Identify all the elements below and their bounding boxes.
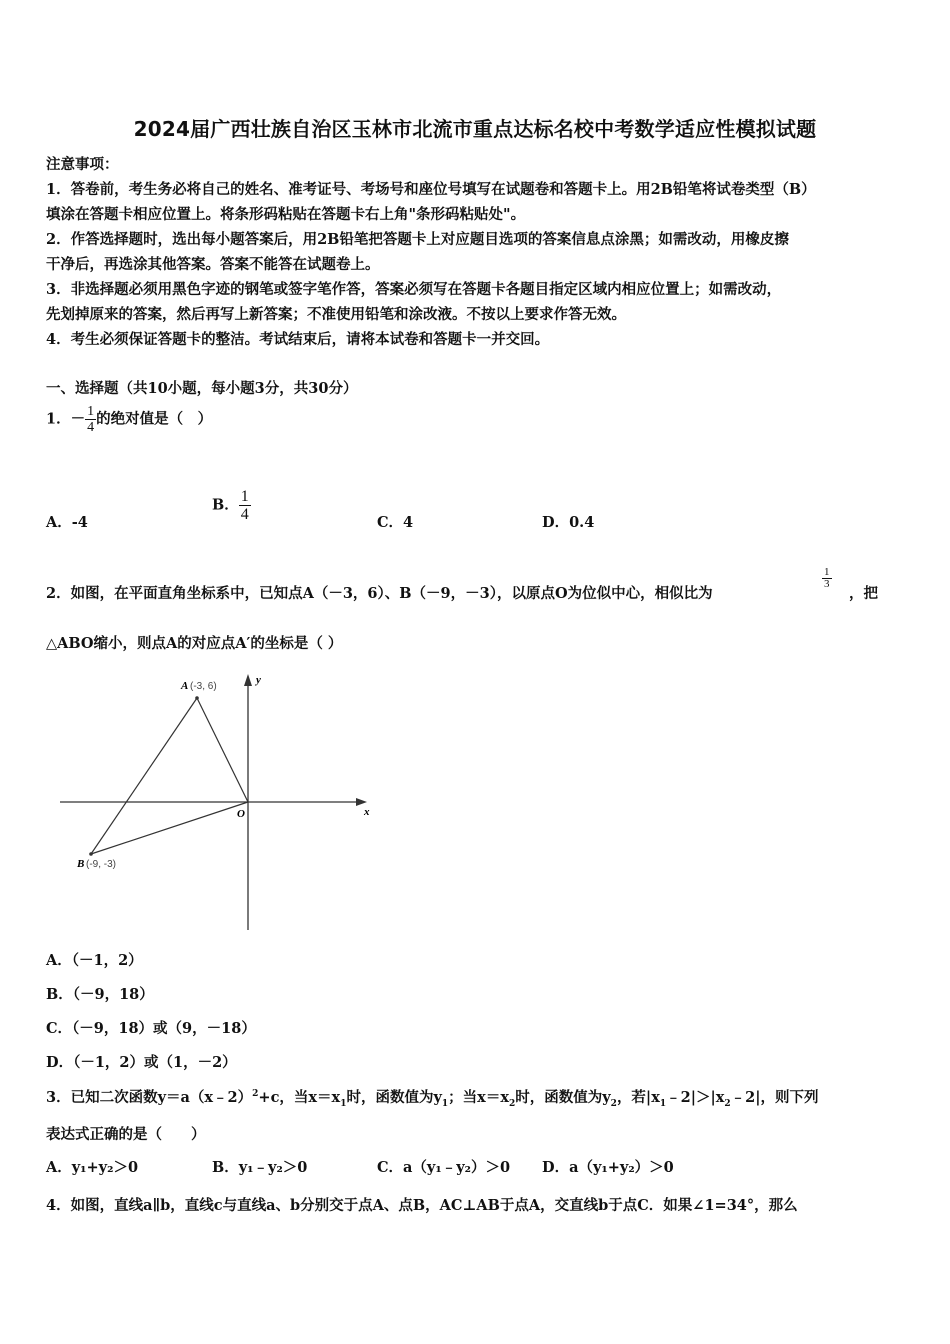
q1-suffix: 的绝对值是（ ）	[96, 410, 213, 428]
point-B	[89, 852, 93, 856]
notice-heading: 注意事项：	[46, 156, 119, 173]
notice-line-3: 2．作答选择题时，选出每小题答案后，用2B铅笔把答题卡上对应题目选项的答案信息点涂黑；如需改动，用橡皮擦	[46, 231, 789, 248]
section-heading: 一、选择题（共10小题，每小题3分，共30分）	[46, 380, 358, 397]
q2-option-d[interactable]: D．（－1，2）或（1，－2）	[46, 1054, 237, 1071]
q3-option-a[interactable]: A．y₁+y₂＞0	[46, 1159, 139, 1176]
label-A: A	[181, 680, 189, 692]
q2-option-c[interactable]: C．（－9，18）或（9，－18）	[46, 1020, 256, 1037]
q3-option-d[interactable]: D．a（y₁+y₂）＞0	[542, 1159, 674, 1176]
notice-line-1: 1．答卷前，考生务必将自己的姓名、准考证号、考场号和座位号填写在试题卷和答题卡上。用2B铅笔将试卷类型（B）	[46, 181, 816, 198]
q3-line-1: 3．已知二次函数y＝a（x﹣2）$^2$+c，当$x=x_1$时，函数值为$y_1$；当$x=x_2$时，函数值为$y_2$，若$|x_1﹣2|>|x_2﹣2|$，则下列	[46, 1089, 819, 1109]
q3-line-2: 表达式正确的是（ ）	[46, 1126, 206, 1143]
q3-option-b[interactable]: B．y₁﹣y₂＞0	[212, 1159, 308, 1176]
q1-option-c[interactable]: C．4	[377, 514, 414, 531]
label-y: y	[256, 674, 261, 686]
label-B-coord: (-9, -3)	[86, 859, 116, 870]
q2-option-a[interactable]: A．（－1，2）	[46, 952, 143, 969]
segment-AB	[91, 698, 197, 854]
segment-BO	[91, 802, 248, 854]
q1-option-b[interactable]: B． $\frac{1}{4}$	[212, 488, 249, 523]
notice-line-5: 3．非选择题必须用黑色字迹的钢笔或签字笔作答，答案必须写在答题卡各题目指定区域内相应位置上；如需改动，	[46, 281, 782, 298]
page-title: 2024届广西壮族自治区玉林市北流市重点达标名校中考数学适应性模拟试题	[133, 117, 817, 141]
q1-option-d[interactable]: D．0.4	[542, 514, 595, 531]
label-B: B	[77, 858, 85, 870]
question-1	[46, 404, 212, 435]
q1-prefix: 1．－	[46, 410, 86, 428]
label-O: O	[237, 808, 245, 820]
label-A-coord: (-3, 6)	[190, 681, 217, 692]
q2-ratio: $\frac{1}{3}$	[824, 566, 830, 590]
notice-line-7: 4．考生必须保证答题卡的整洁。考试结束后，请将本试卷和答题卡一并交回。	[46, 331, 550, 348]
segment-AO	[197, 698, 248, 802]
notice-line-2: 填涂在答题卡相应位置上。将条形码粘贴在答题卡右上角"条形码粘贴处"。	[46, 206, 526, 223]
q1-option-a[interactable]: A．-4	[46, 514, 88, 531]
label-x: x	[364, 806, 370, 818]
q3-option-c[interactable]: C．a（y₁﹣y₂）＞0	[377, 1159, 511, 1176]
q1-fraction: $\frac{1}{4}$	[87, 404, 95, 435]
q2-line-2: △ABO缩小，则点A的对应点A′的坐标是（ ）	[46, 635, 343, 652]
q2-line-1: 2．如图，在平面直角坐标系中，已知点A（－3，6）、B（－9，－3），以原点O为位似中心，相似比为	[46, 585, 713, 602]
x-axis-arrow	[356, 798, 367, 806]
y-axis-arrow	[244, 674, 252, 686]
notice-line-4: 干净后，再选涂其他答案。答案不能答在试题卷上。	[46, 256, 380, 273]
point-A	[195, 696, 199, 700]
q2-option-b[interactable]: B．（－9，18）	[46, 986, 154, 1003]
q4-line-1: 4．如图，直线a∥b，直线c与直线a、b分别交于点A、点B，AC⊥AB于点A，交直线b于点C．如果∠1=34°，那么	[46, 1197, 798, 1214]
notice-line-6: 先划掉原来的答案，然后再写上新答案；不准使用铅笔和涂改液。不按以上要求作答无效。	[46, 306, 626, 323]
q2-line-1-end: ，把	[849, 585, 878, 602]
coordinate-figure	[55, 668, 385, 933]
